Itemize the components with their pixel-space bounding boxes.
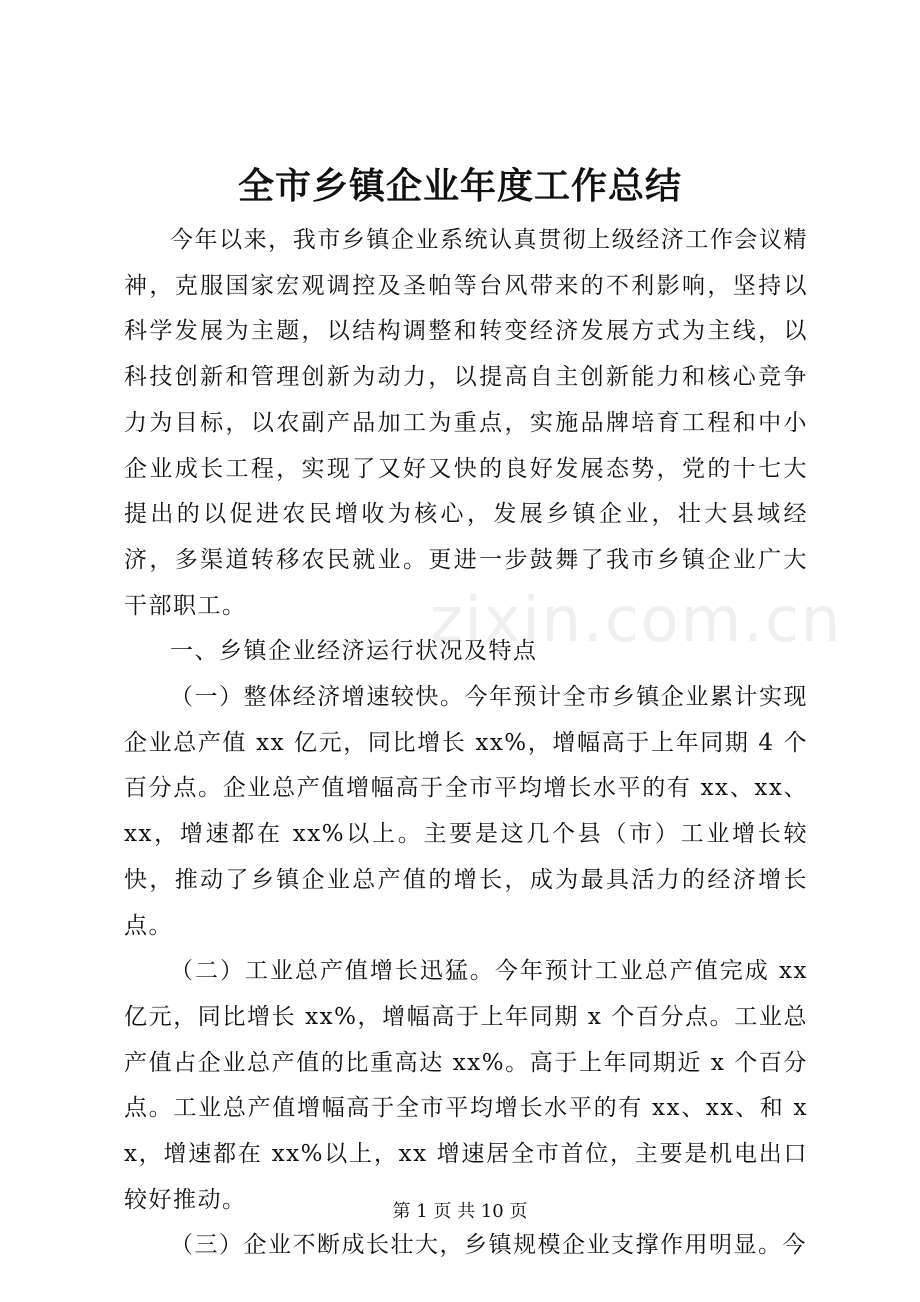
paragraph-enterprise-growth: （三）企业不断成长壮大，乡镇规模企业支撑作用明显。今 [170, 1232, 807, 1259]
paragraph-overall-growth: （一）整体经济增速较快。今年预计全市乡镇企业累计实现企业总产值 xx 亿元，同比增长 xx%，增幅高于上年同期 4 个百分点。企业总产值增幅高于全市平均增长水平的有 xx、xx、xx，增速都在 xx%以上。主要是这几个县（市）工业增长较快，推动了乡镇企业总产值的增长，成为最具活力的经济增长点。 [124, 684, 808, 939]
paragraph-industrial-output: （二）工业总产值增长迅猛。今年预计工业总产值完成 xx 亿元，同比增长 xx%，增幅高于上年同期 x 个百分点。工业总产值占企业总产值的比重高达 xx%。高于上年同期近 x 个百分点。工业总产值增幅高于全市平均增长水平的有 xx、xx、和 xx，增速都在 xx%以上，xx 增速居全市首位，主要是机电出口较好推动。 [124, 958, 808, 1213]
page-footer: 第 1 页 共 10 页 [392, 1201, 528, 1222]
section-heading: 一、乡镇企业经济运行状况及特点 [170, 638, 538, 665]
document-body [124, 218, 808, 1269]
document-title: 全市乡镇企业年度工作总结 [237, 165, 682, 207]
paragraph-intro: 今年以来，我市乡镇企业系统认真贯彻上级经济工作会议精神，克服国家宏观调控及圣帕等台风带来的不利影响，坚持以科学发展为主题，以结构调整和转变经济发展方式为主线，以科技创新和管理创新为动力，以提高自主创新能力和核心竞争力为目标，以农副产品加工为重点，实施品牌培育工程和中小企业成长工程，实现了又好又快的良好发展态势，党的十七大提出的以促进农民增收为核心，发展乡镇企业，壮大县域经济，多渠道转移农民就业。更进一步鼓舞了我市乡镇企业广大干部职工。 [124, 227, 808, 619]
watermark: zixin.com.cn [430, 583, 843, 656]
